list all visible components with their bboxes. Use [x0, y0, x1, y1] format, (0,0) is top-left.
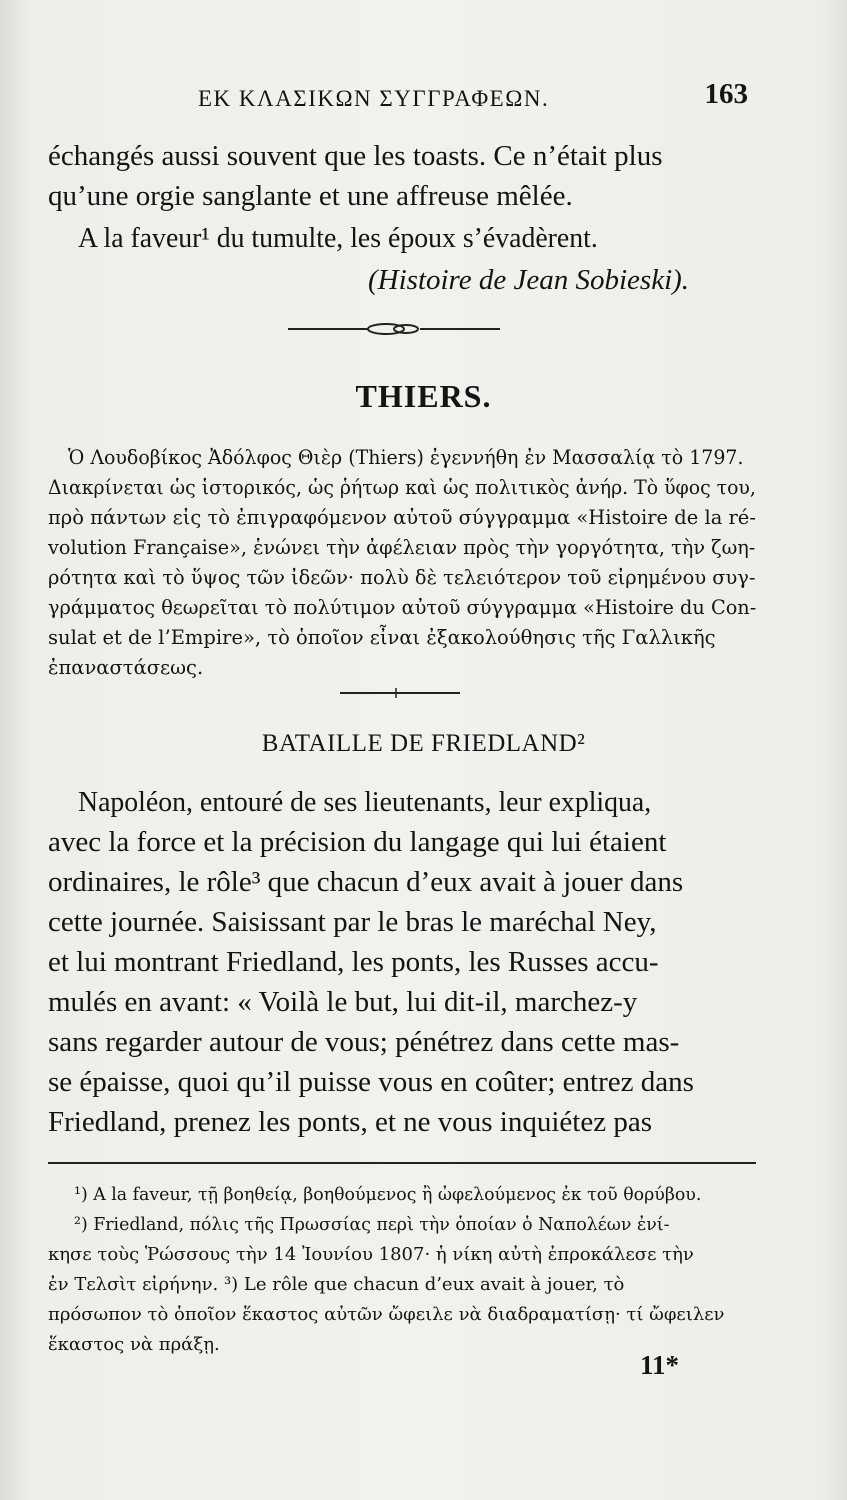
section-heading: BATAILLE DE FRIEDLAND²	[261, 730, 586, 757]
footnote-line: ¹) A la faveur, τῇ βοηθείᾳ, βοηθούμενος ἢ ὠφελούμενος ἐκ τοῦ θορύβου.	[74, 1184, 702, 1205]
passage-line: mulés en avant: « Voilà le but, lui dit-il, marchez-y	[48, 986, 638, 1018]
bio-line: volution Française», ἑνώνει τὴν ἀφέλειαν πρὸς τὴν γοργότητα, τὴν ζωη-	[48, 536, 756, 559]
passage-line: cette journée. Saisissant par le bras le maréchal Ney,	[48, 906, 657, 938]
bio-line: γράμματος θεωρεῖται τὸ πολύτιμον αὐτοῦ σύγγραμμα «Histoire du Con-	[48, 596, 757, 619]
passage-line: Napoléon, entouré de ses lieutenants, leur expliqua,	[78, 786, 652, 818]
bio-line: ρότητα καὶ τὸ ὕψος τῶν ἰδεῶν· πολὺ δὲ τελειότερον τοῦ εἰρημένου συγ-	[48, 566, 756, 589]
author-heading: THIERS.	[355, 378, 492, 414]
footnote-line: κησε τοὺς Ῥώσσους τὴν 14 Ἰουνίου 1807· ἡ νίκη αὐτὴ ἐπροκάλεσε τὴν	[48, 1244, 694, 1265]
passage-line: sans regarder autour de vous; pénétrez dans cette mas-	[48, 1026, 680, 1058]
footnote-rule	[48, 1162, 756, 1164]
passage-line: ordinaires, le rôle³ que chacun d’eux avait à jouer dans	[48, 866, 684, 898]
bio-line: Διακρίνεται ὡς ἱστορικός, ὡς ῥήτωρ καὶ ὡς πολιτικὸς ἀνήρ. Τὸ ὕφος του,	[48, 476, 756, 499]
page-number: 163	[704, 78, 748, 110]
footnote-line: πρόσωπον τὸ ὁποῖον ἕκαστος αὐτῶν ὤφειλε νὰ διαδραματίσῃ· τί ὤφειλεν	[48, 1304, 725, 1325]
bio-line: πρὸ πάντων εἰς τὸ ἐπιγραφόμενον αὐτοῦ σύγγραμμα «Histoire de la ré-	[48, 506, 756, 529]
footnote-line: ἐν Τελσὶτ εἰρήνην. ³) Le rôle que chacun d’eux avait à jouer, τὸ	[48, 1274, 625, 1295]
passage-line: Friedland, prenez les ponts, et ne vous inquiétez pas	[48, 1106, 653, 1138]
running-title: ΕΚ ΚΛΑΣΙΚΩΝ ΣΥΓΓΡΑΦΕΩΝ.	[198, 86, 550, 111]
bio-line: ἐπαναστάσεως.	[48, 656, 204, 679]
excerpt-source: (Histoire de Jean Sobieski).	[368, 264, 690, 296]
passage-line: et lui montrant Friedland, les ponts, les Russes accu-	[48, 946, 659, 978]
section-rule	[340, 688, 460, 698]
passage-line: se épaisse, quoi qu’il puisse vous en coûter; entrez dans	[48, 1066, 694, 1098]
excerpt-line: qu’une orgie sanglante et une affreuse mêlée.	[48, 180, 573, 212]
bio-line: Ὁ Λουδοβίκος Ἀδόλφος Θιὲρ (Thiers) ἐγεννήθη ἐν Μασσαλίᾳ τὸ 1797.	[68, 446, 744, 469]
footnote-line: ἕκαστος νὰ πράξῃ.	[48, 1334, 220, 1355]
excerpt-line: A la faveur¹ du tumulte, les époux s’évadèrent.	[78, 222, 598, 254]
footnote-line: ²) Friedland, πόλις τῆς Πρωσσίας περὶ τὴν ὁποίαν ὁ Ναπολέων ἐνί-	[74, 1214, 670, 1235]
excerpt-line: échangés aussi souvent que les toasts. Ce n’était plus	[48, 140, 663, 172]
bio-line: sulat et de l’Empire», τὸ ὁποῖον εἶναι ἐξακολούθησις τῆς Γαλλικῆς	[48, 626, 716, 649]
passage-line: avec la force et la précision du langage qui lui étaient	[48, 826, 667, 858]
page-header	[48, 78, 758, 118]
ornamental-rule	[288, 320, 500, 338]
signature-mark: 11*	[640, 1350, 680, 1380]
